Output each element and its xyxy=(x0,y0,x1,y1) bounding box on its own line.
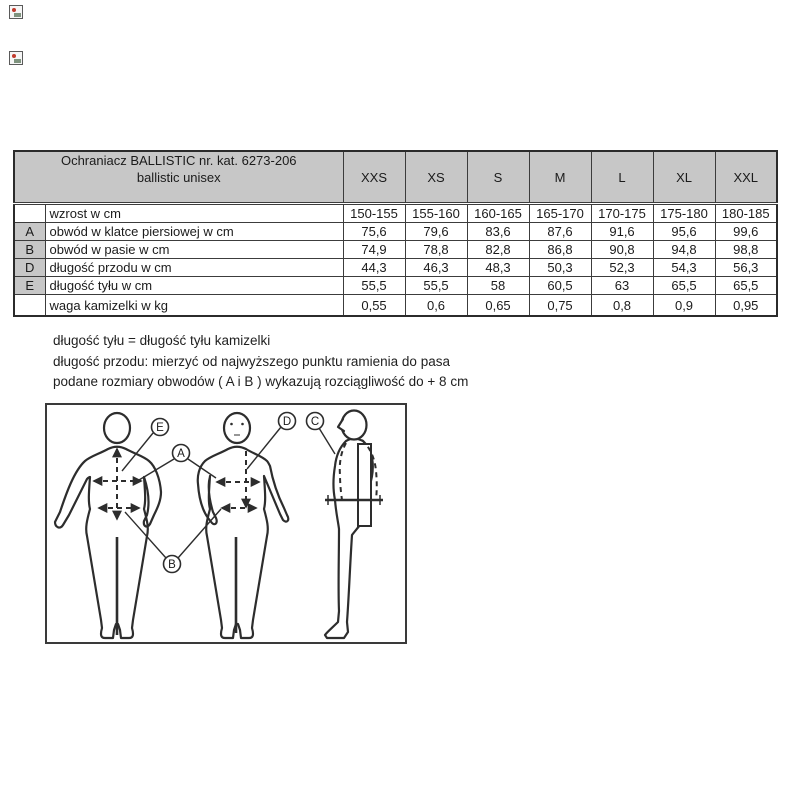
value-cell: 55,5 xyxy=(405,277,467,295)
value-cell: 55,5 xyxy=(343,277,405,295)
broken-image-icon xyxy=(9,51,23,65)
row-label-cell: długość tyłu w cm xyxy=(45,277,343,295)
value-cell: 0,55 xyxy=(343,295,405,317)
svg-text:C: C xyxy=(310,416,320,428)
row-letter-cell: B xyxy=(14,241,45,259)
value-cell: 0,65 xyxy=(467,295,529,317)
value-cell: 52,3 xyxy=(591,259,653,277)
value-cell: 94,8 xyxy=(653,241,715,259)
measurement-label-a xyxy=(173,445,190,462)
table-row xyxy=(14,259,777,277)
row-label-cell: długość przodu w cm xyxy=(45,259,343,277)
figure-side-view xyxy=(325,411,383,639)
note-line: podane rozmiary obwodów ( A i B ) wykazują rozciągliwość do + 8 cm xyxy=(53,374,469,389)
value-cell: 79,6 xyxy=(405,223,467,241)
figure-front-view xyxy=(198,413,288,638)
table-row xyxy=(14,204,777,223)
size-column-header: S xyxy=(467,151,529,204)
value-cell: 63 xyxy=(591,277,653,295)
notes xyxy=(53,331,468,393)
row-letter-cell xyxy=(14,295,45,317)
value-cell: 82,8 xyxy=(467,241,529,259)
value-cell: 83,6 xyxy=(467,223,529,241)
svg-text:D: D xyxy=(282,416,292,428)
measurement-label-c xyxy=(307,413,324,430)
value-cell: 75,6 xyxy=(343,223,405,241)
header-row xyxy=(14,151,777,204)
value-cell: 78,8 xyxy=(405,241,467,259)
value-cell: 60,5 xyxy=(529,277,591,295)
row-label-cell: waga kamizelki w kg xyxy=(45,295,343,317)
value-cell: 65,5 xyxy=(715,277,777,295)
value-cell: 160-165 xyxy=(467,204,529,223)
row-label-cell: obwód w pasie w cm xyxy=(45,241,343,259)
value-cell: 48,3 xyxy=(467,259,529,277)
svg-text:B: B xyxy=(168,559,176,571)
value-cell: 150-155 xyxy=(343,204,405,223)
value-cell: 65,5 xyxy=(653,277,715,295)
value-cell: 87,6 xyxy=(529,223,591,241)
figure-back-view xyxy=(55,413,161,638)
value-cell: 155-160 xyxy=(405,204,467,223)
broken-image-icon xyxy=(9,5,23,19)
size-column-header: XXL xyxy=(715,151,777,204)
table-row xyxy=(14,223,777,241)
row-letter-cell: E xyxy=(14,277,45,295)
value-cell: 0,6 xyxy=(405,295,467,317)
measurement-diagram xyxy=(45,403,407,644)
value-cell: 54,3 xyxy=(653,259,715,277)
table-row xyxy=(14,241,777,259)
value-cell: 98,8 xyxy=(715,241,777,259)
svg-text:A: A xyxy=(177,448,185,460)
size-column-header: XXS xyxy=(343,151,405,204)
size-chart-table xyxy=(13,150,778,317)
value-cell: 0,8 xyxy=(591,295,653,317)
measurement-label-b xyxy=(164,556,181,573)
value-cell: 95,6 xyxy=(653,223,715,241)
measurement-label-d xyxy=(279,413,296,430)
value-cell: 56,3 xyxy=(715,259,777,277)
value-cell: 165-170 xyxy=(529,204,591,223)
value-cell: 0,9 xyxy=(653,295,715,317)
size-column-header: M xyxy=(529,151,591,204)
size-column-header: XS xyxy=(405,151,467,204)
value-cell: 180-185 xyxy=(715,204,777,223)
back-panel xyxy=(358,444,371,526)
value-cell: 58 xyxy=(467,277,529,295)
value-cell: 86,8 xyxy=(529,241,591,259)
value-cell: 91,6 xyxy=(591,223,653,241)
value-cell: 99,6 xyxy=(715,223,777,241)
value-cell: 170-175 xyxy=(591,204,653,223)
value-cell: 90,8 xyxy=(591,241,653,259)
row-label-cell: wzrost w cm xyxy=(45,204,343,223)
table-row xyxy=(14,277,777,295)
value-cell: 175-180 xyxy=(653,204,715,223)
value-cell: 50,3 xyxy=(529,259,591,277)
note-line: długość tyłu = długość tyłu kamizelki xyxy=(53,333,271,348)
value-cell: 44,3 xyxy=(343,259,405,277)
value-cell: 74,9 xyxy=(343,241,405,259)
size-column-header: L xyxy=(591,151,653,204)
row-letter-cell: D xyxy=(14,259,45,277)
value-cell: 0,95 xyxy=(715,295,777,317)
row-letter-cell: A xyxy=(14,223,45,241)
measurement-label-e xyxy=(152,419,169,436)
value-cell: 0,75 xyxy=(529,295,591,317)
svg-text:E: E xyxy=(156,422,164,434)
size-column-header: XL xyxy=(653,151,715,204)
product-title-cell xyxy=(14,151,343,204)
table-row xyxy=(14,295,777,317)
row-letter-cell xyxy=(14,204,45,223)
row-label-cell: obwód w klatce piersiowej w cm xyxy=(45,223,343,241)
note-line: długość przodu: mierzyć od najwyższego punktu ramienia do pasa xyxy=(53,353,450,369)
product-title: Ochraniacz BALLISTIC nr. kat. 6273-206 xyxy=(60,153,297,168)
value-cell: 46,3 xyxy=(405,259,467,277)
product-subtitle: ballistic unisex xyxy=(136,170,221,185)
